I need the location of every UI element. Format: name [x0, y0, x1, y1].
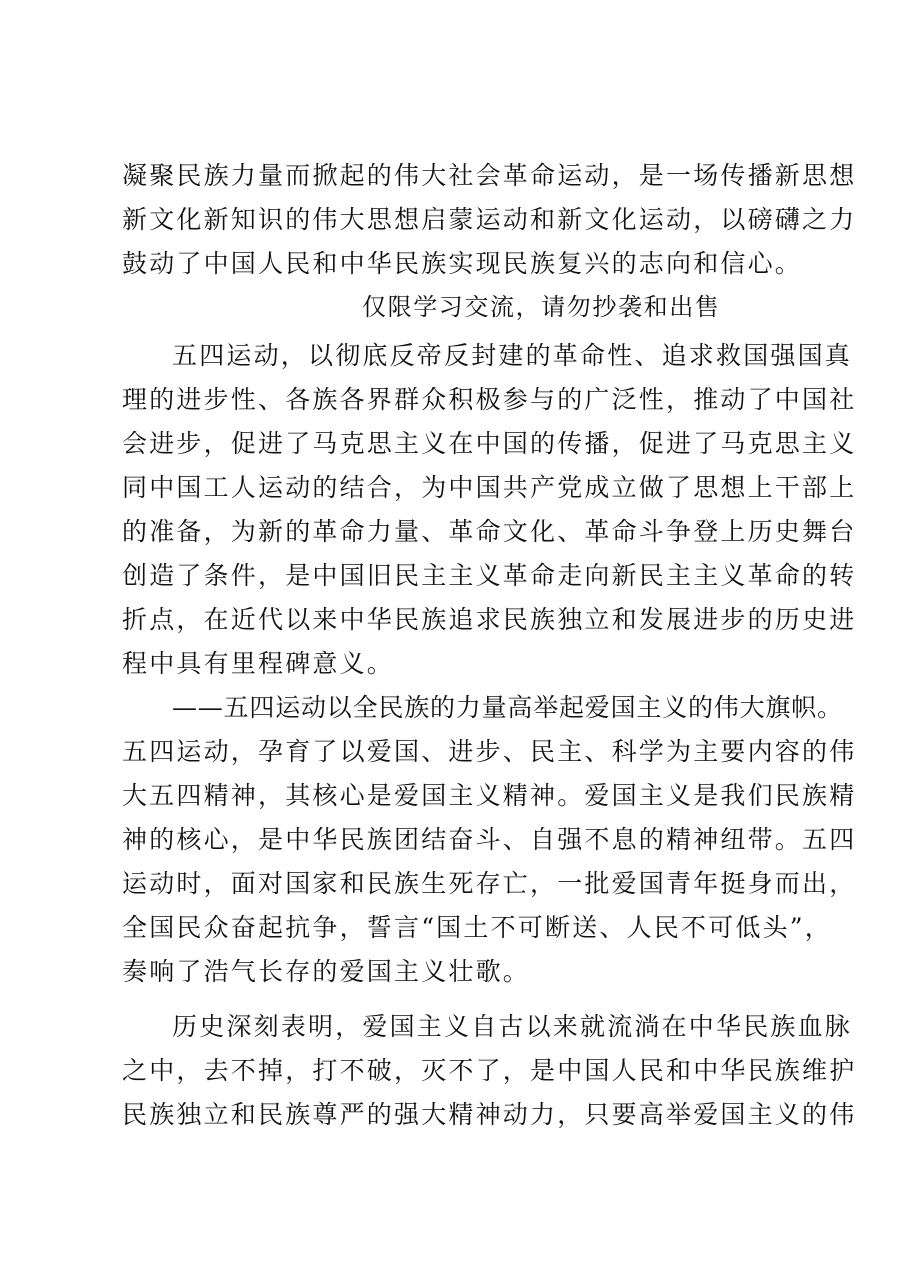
- paragraph-2-line-1: 五四运动，以彻底反帝反封建的革命性、追求救国强国真: [172, 341, 853, 370]
- paragraph-2-line-7: 折点，在近代以来中华民族追求民族独立和发展进步的历史进: [122, 605, 857, 634]
- paragraph-2-line-3: 会进步，促进了马克思主义在中国的传播，促进了马克思主义: [122, 429, 857, 458]
- paragraph-4-line-1: 历史深刻表明，爱国主义自古以来就流淌在中华民族血脉: [172, 1012, 853, 1041]
- paragraph-3-line-5: 全国民众奋起抗争，誓言“国土不可断送、人民不可低头”，: [122, 913, 832, 942]
- paragraph-3-line-3: 神的核心，是中华民族团结奋斗、自强不息的精神纽带。五四: [122, 825, 857, 854]
- watermark-notice: 仅限学习交流，请勿抄袭和出售: [362, 293, 721, 321]
- paragraph-3-line-4: 运动时，面对国家和民族生死存亡，一批爱国青年挺身而出，: [122, 869, 857, 898]
- paragraph-2-line-6: 创造了条件，是中国旧民主主义革命走向新民主主义革命的转: [122, 561, 857, 590]
- paragraph-1-line-3: 鼓动了中国人民和中华民族实现民族复兴的志向和信心。: [122, 249, 803, 278]
- paragraph-1-line-2: 新文化新知识的伟大思想启蒙运动和新文化运动，以磅礴之力: [122, 205, 857, 234]
- paragraph-1-line-1: 凝聚民族力量而掀起的伟大社会革命运动，是一场传播新思想: [122, 161, 857, 190]
- paragraph-3-line-1: 五四运动，孕育了以爱国、进步、民主、科学为主要内容的伟: [122, 737, 857, 766]
- section-heading: ——五四运动以全民族的力量高举起爱国主义的伟大旗帜。: [172, 693, 843, 722]
- paragraph-2-line-8: 程中具有里程碑意义。: [122, 649, 395, 678]
- paragraph-2-line-4: 同中国工人运动的结合，为中国共产党成立做了思想上干部上: [122, 473, 857, 502]
- paragraph-4-line-3: 民族独立和民族尊严的强大精神动力，只要高举爱国主义的伟: [122, 1100, 857, 1129]
- paragraph-3-line-6: 奏响了浩气长存的爱国主义壮歌。: [122, 957, 531, 986]
- paragraph-2-line-5: 的准备，为新的革命力量、革命文化、革命斗争登上历史舞台: [122, 517, 857, 546]
- paragraph-3-line-2: 大五四精神，其核心是爱国主义精神。爱国主义是我们民族精: [122, 781, 857, 810]
- paragraph-2-line-2: 理的进步性、各族各界群众积极参与的广泛性，推动了中国社: [122, 385, 857, 414]
- paragraph-4-line-2: 之中，去不掉，打不破，灭不了，是中国人民和中华民族维护: [122, 1056, 857, 1085]
